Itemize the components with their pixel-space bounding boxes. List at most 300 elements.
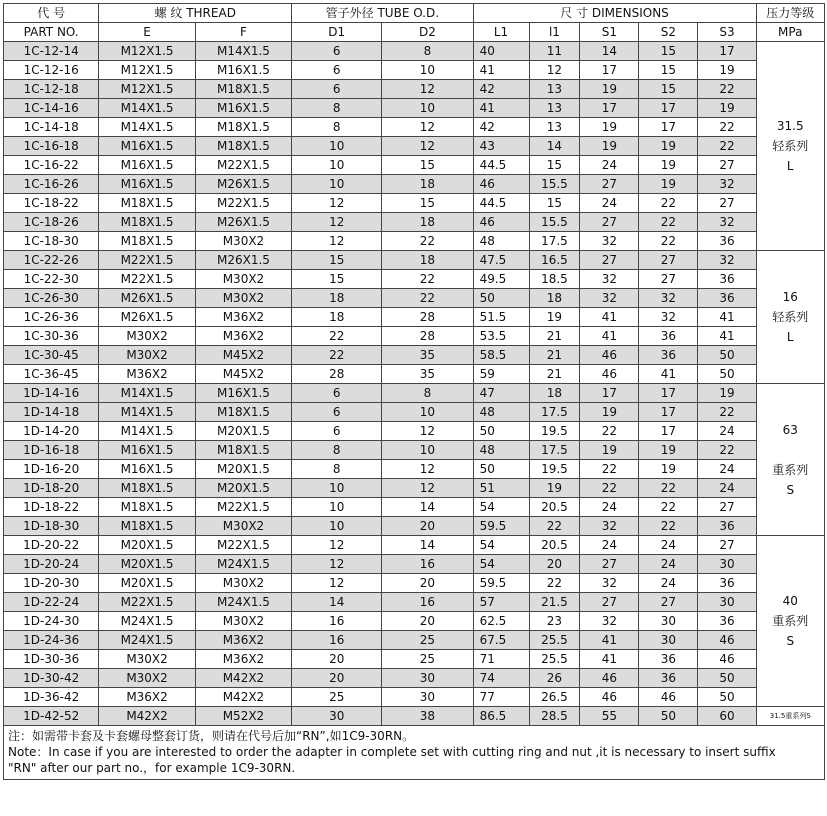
table-row xyxy=(4,403,825,422)
part-number-cell: 1C-30-36 xyxy=(4,327,99,346)
table-cell: 20 xyxy=(382,612,473,631)
table-cell: M16X1.5 xyxy=(99,460,195,479)
pressure-group-cell xyxy=(756,536,824,707)
table-cell: 19 xyxy=(580,80,639,99)
table-cell: M30X2 xyxy=(99,346,195,365)
table-cell: 18 xyxy=(292,289,382,308)
table-cell: M14X1.5 xyxy=(99,118,195,137)
part-number-cell: 1C-18-26 xyxy=(4,213,99,232)
header-pressure: 压力等级 xyxy=(756,4,824,23)
table-cell: 10 xyxy=(382,441,473,460)
table-cell: M36X2 xyxy=(195,308,291,327)
table-row xyxy=(4,574,825,593)
table-cell: M22X1.5 xyxy=(195,194,291,213)
pressure-group-line: 63 xyxy=(782,422,798,437)
table-cell: 46 xyxy=(639,688,698,707)
table-cell: M18X1.5 xyxy=(99,517,195,536)
part-number-cell: 1C-12-16 xyxy=(4,61,99,80)
table-cell: M36X2 xyxy=(99,688,195,707)
table-cell: 30 xyxy=(698,555,756,574)
table-cell: 28 xyxy=(382,327,473,346)
table-cell: 30 xyxy=(639,631,698,650)
part-number-cell: 1C-12-18 xyxy=(4,80,99,99)
table-cell: 22 xyxy=(639,213,698,232)
pressure-group-line: 轻系列 xyxy=(772,139,809,153)
table-cell: M16X1.5 xyxy=(99,156,195,175)
table-cell: 24 xyxy=(698,479,756,498)
table-cell: 67.5 xyxy=(473,631,529,650)
table-cell: 32 xyxy=(639,289,698,308)
table-cell: 24 xyxy=(580,194,639,213)
table-cell: M22X1.5 xyxy=(99,270,195,289)
table-cell: 28 xyxy=(382,308,473,327)
table-cell: 32 xyxy=(639,308,698,327)
table-cell: 6 xyxy=(292,403,382,422)
table-cell: 14 xyxy=(382,498,473,517)
table-cell: 18 xyxy=(382,251,473,270)
table-cell: 53.5 xyxy=(473,327,529,346)
table-cell: 6 xyxy=(292,422,382,441)
table-cell: M30X2 xyxy=(99,669,195,688)
part-number-cell: 1C-16-26 xyxy=(4,175,99,194)
table-row xyxy=(4,631,825,650)
table-cell: 18.5 xyxy=(529,270,580,289)
table-cell: 25 xyxy=(382,631,473,650)
table-cell: 22 xyxy=(292,327,382,346)
table-cell: 30 xyxy=(639,612,698,631)
table-cell: M12X1.5 xyxy=(99,61,195,80)
part-number-cell: 1D-22-24 xyxy=(4,593,99,612)
table-cell: 41 xyxy=(580,631,639,650)
part-number-cell: 1C-12-14 xyxy=(4,42,99,61)
part-number-cell: 1D-14-16 xyxy=(4,384,99,403)
table-cell: 22 xyxy=(639,498,698,517)
table-cell: 27 xyxy=(639,593,698,612)
table-cell: 12 xyxy=(292,574,382,593)
table-cell: M36X2 xyxy=(195,631,291,650)
header-i1: l1 xyxy=(529,23,580,42)
table-cell: 55 xyxy=(580,707,639,726)
header-s2: S2 xyxy=(639,23,698,42)
table-cell: 41 xyxy=(580,308,639,327)
table-cell: 13 xyxy=(529,118,580,137)
table-cell: 15 xyxy=(639,61,698,80)
table-cell: M30X2 xyxy=(99,650,195,669)
table-cell: 12 xyxy=(382,137,473,156)
table-cell: M16X1.5 xyxy=(195,61,291,80)
table-cell: M20X1.5 xyxy=(195,479,291,498)
table-cell: 51.5 xyxy=(473,308,529,327)
table-cell: 10 xyxy=(292,137,382,156)
table-cell: 24 xyxy=(698,422,756,441)
table-row xyxy=(4,327,825,346)
table-cell: 62.5 xyxy=(473,612,529,631)
table-row xyxy=(4,175,825,194)
table-cell: M18X1.5 xyxy=(99,213,195,232)
table-cell: 19 xyxy=(529,308,580,327)
table-cell: M26X1.5 xyxy=(195,213,291,232)
table-cell: 14 xyxy=(580,42,639,61)
table-cell: M30X2 xyxy=(195,289,291,308)
table-row xyxy=(4,555,825,574)
table-cell: 22 xyxy=(698,80,756,99)
table-cell: 19 xyxy=(580,403,639,422)
table-cell: 21 xyxy=(529,346,580,365)
table-cell: 41 xyxy=(698,308,756,327)
table-cell: 24 xyxy=(580,536,639,555)
table-cell: 12 xyxy=(382,118,473,137)
pressure-group-line: 16 xyxy=(782,290,798,304)
table-cell: 19 xyxy=(698,99,756,118)
table-cell: 24 xyxy=(639,555,698,574)
table-cell: M14X1.5 xyxy=(99,403,195,422)
pressure-group-cell xyxy=(756,707,824,726)
table-cell: 57 xyxy=(473,593,529,612)
table-cell: 50 xyxy=(473,422,529,441)
table-cell: 32 xyxy=(580,270,639,289)
table-cell: 58.5 xyxy=(473,346,529,365)
table-cell: 26 xyxy=(529,669,580,688)
table-cell: 35 xyxy=(382,346,473,365)
table-cell: M36X2 xyxy=(195,650,291,669)
table-cell: 59 xyxy=(473,365,529,384)
part-number-cell: 1C-18-22 xyxy=(4,194,99,213)
table-row xyxy=(4,479,825,498)
table-cell: 8 xyxy=(382,42,473,61)
table-cell: 10 xyxy=(292,175,382,194)
table-cell: 12 xyxy=(382,479,473,498)
table-cell: 12 xyxy=(382,422,473,441)
table-cell: M30X2 xyxy=(99,327,195,346)
table-cell: 22 xyxy=(639,232,698,251)
table-cell: 27 xyxy=(580,593,639,612)
table-cell: 18 xyxy=(529,289,580,308)
table-cell: M30X2 xyxy=(195,612,291,631)
table-cell: M18X1.5 xyxy=(99,232,195,251)
table-row xyxy=(4,156,825,175)
header-thread: 螺 纹 THREAD xyxy=(99,4,292,23)
table-cell: 8 xyxy=(292,99,382,118)
table-cell: 19 xyxy=(698,61,756,80)
table-cell: 15 xyxy=(529,194,580,213)
table-cell: 18 xyxy=(292,308,382,327)
table-row xyxy=(4,593,825,612)
part-number-cell: 1D-18-20 xyxy=(4,479,99,498)
table-cell: 51 xyxy=(473,479,529,498)
table-cell: 32 xyxy=(580,517,639,536)
table-cell: 15.5 xyxy=(529,213,580,232)
table-cell: 15 xyxy=(639,80,698,99)
table-cell: 25 xyxy=(382,650,473,669)
header-part-no: PART NO. xyxy=(4,23,99,42)
table-cell: M16X1.5 xyxy=(99,175,195,194)
table-cell: M20X1.5 xyxy=(99,536,195,555)
table-cell: 35 xyxy=(382,365,473,384)
pressure-group-line: 40 xyxy=(782,594,798,608)
table-cell: 19.5 xyxy=(529,460,580,479)
table-cell: 17 xyxy=(698,42,756,61)
table-cell: 44.5 xyxy=(473,156,529,175)
table-cell: 41 xyxy=(580,650,639,669)
table-cell: M30X2 xyxy=(195,232,291,251)
table-cell: 25.5 xyxy=(529,650,580,669)
table-cell: 74 xyxy=(473,669,529,688)
table-row xyxy=(4,365,825,384)
table-cell: 16 xyxy=(292,631,382,650)
note-cn: 注：如需带卡套及卡套螺母整套订货，则请在代号后加“RN”,如1C9-30RN。 xyxy=(8,729,415,743)
table-cell: 18 xyxy=(382,175,473,194)
table-cell: 10 xyxy=(382,99,473,118)
pressure-group-line: 31.5重系列S xyxy=(769,711,811,720)
table-cell: 40 xyxy=(473,42,529,61)
table-cell: 16 xyxy=(292,612,382,631)
table-cell: 47 xyxy=(473,384,529,403)
table-cell: 19 xyxy=(580,137,639,156)
pressure-group-cell xyxy=(756,251,824,384)
table-cell: 6 xyxy=(292,80,382,99)
table-row xyxy=(4,232,825,251)
table-cell: 22 xyxy=(698,441,756,460)
table-cell: 10 xyxy=(292,498,382,517)
table-row xyxy=(4,80,825,99)
table-cell: 21 xyxy=(529,327,580,346)
table-cell: 6 xyxy=(292,61,382,80)
table-cell: 8 xyxy=(292,441,382,460)
table-cell: M20X1.5 xyxy=(195,460,291,479)
table-cell: 17 xyxy=(639,403,698,422)
table-row xyxy=(4,61,825,80)
table-cell: 24 xyxy=(698,460,756,479)
table-cell: M30X2 xyxy=(195,574,291,593)
dimensions-table xyxy=(3,3,825,726)
table-row xyxy=(4,441,825,460)
table-row xyxy=(4,346,825,365)
table-cell: 20 xyxy=(382,574,473,593)
table-cell: 19 xyxy=(580,118,639,137)
table-cell: M16X1.5 xyxy=(99,137,195,156)
table-row xyxy=(4,289,825,308)
table-cell: 50 xyxy=(639,707,698,726)
pressure-group-line: 轻系列 xyxy=(772,310,809,324)
table-cell: 22 xyxy=(382,289,473,308)
header-e: E xyxy=(99,23,195,42)
table-cell: 46 xyxy=(580,346,639,365)
part-number-cell: 1D-14-20 xyxy=(4,422,99,441)
table-cell: 17 xyxy=(580,61,639,80)
table-cell: 42 xyxy=(473,118,529,137)
table-cell: 36 xyxy=(639,650,698,669)
table-cell: M18X1.5 xyxy=(99,194,195,213)
table-cell: M18X1.5 xyxy=(195,403,291,422)
pressure-group-line xyxy=(757,440,824,460)
table-cell: 10 xyxy=(292,517,382,536)
part-number-cell: 1C-26-30 xyxy=(4,289,99,308)
table-cell: 46 xyxy=(580,669,639,688)
pressure-group-line: L xyxy=(786,330,794,344)
table-cell: 25 xyxy=(292,688,382,707)
table-cell: 12 xyxy=(382,460,473,479)
part-number-cell: 1D-24-30 xyxy=(4,612,99,631)
table-row xyxy=(4,270,825,289)
pressure-group-line: L xyxy=(786,159,794,173)
table-cell: 50 xyxy=(698,669,756,688)
table-cell: 20 xyxy=(529,555,580,574)
table-cell: M24X1.5 xyxy=(195,555,291,574)
table-cell: M45X2 xyxy=(195,346,291,365)
part-number-cell: 1D-18-30 xyxy=(4,517,99,536)
table-cell: M36X2 xyxy=(195,327,291,346)
table-cell: M20X1.5 xyxy=(99,555,195,574)
table-cell: M26X1.5 xyxy=(99,308,195,327)
table-cell: 27 xyxy=(580,213,639,232)
part-number-cell: 1D-24-36 xyxy=(4,631,99,650)
table-cell: 36 xyxy=(639,327,698,346)
table-cell: 50 xyxy=(698,688,756,707)
header-dimensions: 尺 寸 DIMENSIONS xyxy=(473,4,756,23)
table-cell: M16X1.5 xyxy=(195,384,291,403)
table-cell: 22 xyxy=(292,346,382,365)
table-cell: 25.5 xyxy=(529,631,580,650)
table-cell: M14X1.5 xyxy=(99,384,195,403)
part-number-cell: 1C-36-45 xyxy=(4,365,99,384)
table-cell: M12X1.5 xyxy=(99,80,195,99)
table-cell: 54 xyxy=(473,555,529,574)
table-cell: 6 xyxy=(292,384,382,403)
table-cell: 19 xyxy=(639,156,698,175)
table-cell: M14X1.5 xyxy=(99,99,195,118)
table-cell: 46 xyxy=(473,213,529,232)
table-cell: 13 xyxy=(529,99,580,118)
table-cell: 22 xyxy=(382,270,473,289)
table-cell: 8 xyxy=(292,460,382,479)
table-cell: 30 xyxy=(382,688,473,707)
table-cell: 22 xyxy=(529,517,580,536)
table-cell: M22X1.5 xyxy=(99,593,195,612)
header-mpa: MPa xyxy=(756,23,824,42)
pressure-group-cell xyxy=(756,384,824,536)
header-row-1 xyxy=(4,4,825,23)
note-en-line-1: Note：In case if you are interested to order the adapter in complete set with cutting ring and nut ,it is necessary to insert suffix xyxy=(8,745,776,759)
table-cell: 17 xyxy=(639,99,698,118)
table-cell: M30X2 xyxy=(195,270,291,289)
pressure-group-line: 重系列 xyxy=(772,614,809,628)
table-cell: 8 xyxy=(382,384,473,403)
table-cell: 32 xyxy=(698,251,756,270)
table-cell: 36 xyxy=(698,270,756,289)
part-number-cell: 1D-16-18 xyxy=(4,441,99,460)
table-cell: 21.5 xyxy=(529,593,580,612)
table-cell: 12 xyxy=(382,80,473,99)
table-cell: 12 xyxy=(292,194,382,213)
table-cell: 19.5 xyxy=(529,422,580,441)
table-cell: 17 xyxy=(580,384,639,403)
part-number-cell: 1D-14-18 xyxy=(4,403,99,422)
table-cell: 36 xyxy=(639,669,698,688)
table-cell: 12 xyxy=(529,61,580,80)
table-row xyxy=(4,498,825,517)
table-cell: 36 xyxy=(698,574,756,593)
table-cell: M14X1.5 xyxy=(99,422,195,441)
table-cell: 32 xyxy=(698,213,756,232)
table-cell: 19 xyxy=(639,460,698,479)
header-tube-od: 管子外径 TUBE O.D. xyxy=(292,4,473,23)
part-number-cell: 1D-16-20 xyxy=(4,460,99,479)
table-cell: 36 xyxy=(639,346,698,365)
table-row xyxy=(4,422,825,441)
table-cell: 27 xyxy=(639,251,698,270)
note-en-line-2: "RN" after our part no.，for example 1C9-30RN. xyxy=(8,761,296,775)
table-cell: 41 xyxy=(639,365,698,384)
pressure-group-line: 31.5 xyxy=(776,119,804,133)
table-cell: M18X1.5 xyxy=(195,137,291,156)
table-cell: 27 xyxy=(698,498,756,517)
table-cell: 38 xyxy=(382,707,473,726)
part-number-cell: 1C-16-22 xyxy=(4,156,99,175)
table-cell: 36 xyxy=(698,289,756,308)
table-row xyxy=(4,536,825,555)
table-cell: 36 xyxy=(698,517,756,536)
table-row xyxy=(4,650,825,669)
table-cell: M20X1.5 xyxy=(195,422,291,441)
part-number-cell: 1C-14-16 xyxy=(4,99,99,118)
table-cell: 36 xyxy=(698,232,756,251)
table-row xyxy=(4,194,825,213)
table-cell: M24X1.5 xyxy=(99,612,195,631)
part-number-cell: 1C-18-30 xyxy=(4,232,99,251)
table-cell: 15 xyxy=(529,156,580,175)
table-cell: 24 xyxy=(580,156,639,175)
table-row xyxy=(4,460,825,479)
table-cell: 32 xyxy=(580,612,639,631)
table-cell: M16X1.5 xyxy=(99,441,195,460)
table-cell: M42X2 xyxy=(195,669,291,688)
table-cell: 20 xyxy=(292,650,382,669)
table-cell: 49.5 xyxy=(473,270,529,289)
part-number-cell: 1D-36-42 xyxy=(4,688,99,707)
table-cell: M26X1.5 xyxy=(195,175,291,194)
table-cell: 17.5 xyxy=(529,441,580,460)
table-cell: 22 xyxy=(580,422,639,441)
table-cell: 16.5 xyxy=(529,251,580,270)
table-cell: M12X1.5 xyxy=(99,42,195,61)
table-cell: 22 xyxy=(639,479,698,498)
table-cell: 47.5 xyxy=(473,251,529,270)
table-row xyxy=(4,612,825,631)
table-cell: M20X1.5 xyxy=(99,574,195,593)
table-row xyxy=(4,99,825,118)
table-cell: M22X1.5 xyxy=(195,498,291,517)
table-cell: 48 xyxy=(473,403,529,422)
table-cell: 59.5 xyxy=(473,574,529,593)
table-cell: M18X1.5 xyxy=(195,441,291,460)
table-cell: 32 xyxy=(580,574,639,593)
table-cell: 17 xyxy=(580,99,639,118)
header-code: 代 号 xyxy=(4,4,99,23)
table-cell: 27 xyxy=(580,555,639,574)
header-f: F xyxy=(195,23,291,42)
table-row xyxy=(4,384,825,403)
header-d1: D1 xyxy=(292,23,382,42)
table-cell: 17 xyxy=(639,422,698,441)
part-number-cell: 1D-42-52 xyxy=(4,707,99,726)
table-cell: 15 xyxy=(292,270,382,289)
table-cell: M45X2 xyxy=(195,365,291,384)
table-cell: M18X1.5 xyxy=(99,479,195,498)
table-cell: 11 xyxy=(529,42,580,61)
table-cell: M52X2 xyxy=(195,707,291,726)
header-s3: S3 xyxy=(698,23,756,42)
table-cell: 44.5 xyxy=(473,194,529,213)
